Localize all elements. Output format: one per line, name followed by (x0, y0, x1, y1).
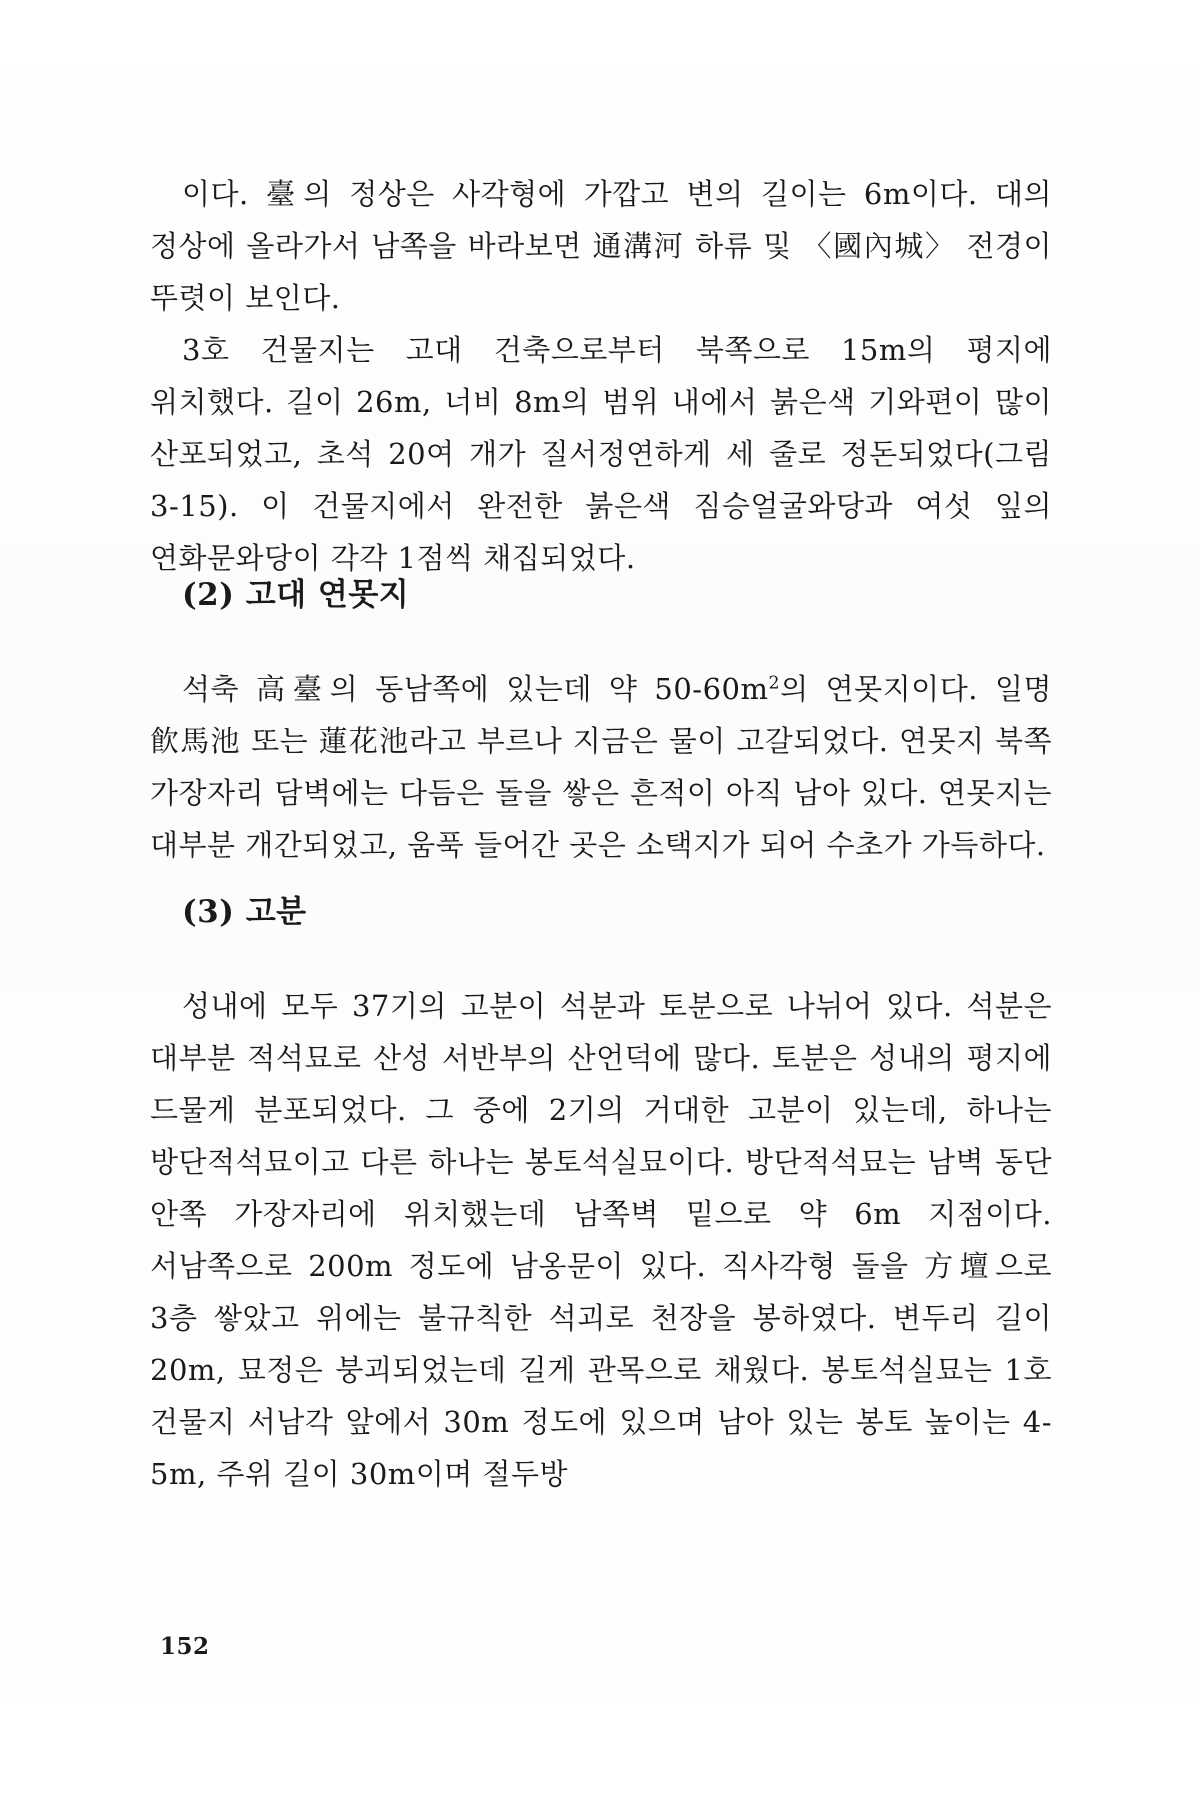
paragraph-tombs: 성내에 모두 37기의 고분이 석분과 토분으로 나뉘어 있다. 석분은 대부분 적석묘로 산성 서반부의 산언덕에 많다. 토분은 성내의 평지에 드물게 분포되었다. 그 중에 2기의 거대한 고분이 있는데, 하나는 방단적석묘이고 다른 하나는 봉토석실묘이다. 방단적석묘는 남벽 동단 안쪽 가장자리에 위치했는데 남쪽벽 밑으로 약 6m 지점이다. 서남쪽으로 200m 정도에 남옹문이 있다. 직사각형 돌을 方壇으로 3층 쌓았고 위에는 불규칙한 석괴로 천장을 봉하였다. 변두리 길이 20m, 묘정은 붕괴되었는데 길게 관목으로 채웠다. 봉토석실묘는 1호 건물지 서남각 앞에서 30m 정도에 있으며 남아 있는 봉토 높이는 4-5m, 주위 길이 30m이며 절두방 (150, 989, 1052, 1491)
heading-tombs: (3) 고분 (182, 894, 307, 930)
section-1-text (150, 168, 1052, 584)
paragraph-platform-summit: 이다. 臺의 정상은 사각형에 가깝고 변의 길이는 6m이다. 대의 정상에 올라가서 남쪽을 바라보면 通溝河 하류 및 〈國內城〉 전경이 뚜렷이 보인다. (150, 177, 1052, 315)
heading-ancient-pond: (2) 고대 연못지 (182, 577, 410, 613)
pond-text-start: 석축 高臺의 동남쪽에 있는데 약 50-60m (182, 672, 769, 706)
section-3-text (150, 980, 1052, 1500)
section-2 (150, 569, 1052, 621)
section-3 (150, 886, 1052, 938)
page-number: 152 (160, 1633, 210, 1660)
paragraph-pond (150, 663, 1052, 871)
section-2-text (150, 663, 1052, 871)
superscript-2: 2 (768, 673, 781, 694)
paragraph-building-site-3: 3호 건물지는 고대 건축으로부터 북쪽으로 15m의 평지에 위치했다. 길이 26m, 너비 8m의 범위 내에서 붉은색 기와편이 많이 산포되었고, 초석 20여 개가 질서정연하게 세 줄로 정돈되었다(그림 3-15). 이 건물지에서 완전한 붉은색 짐승얼굴와당과 여섯 잎의 연화문와당이 각각 1점씩 채집되었다. (150, 333, 1052, 575)
pond-text-end: 의 연못지이다. 일명 飮馬池 또는 蓮花池라고 부르나 지금은 물이 고갈되었다. 연못지 북쪽 가장자리 담벽에는 다듬은 돌을 쌓은 흔적이 아직 남아 있다. 연못지는 대부분 개간되었고, 움푹 들어간 곳은 소택지가 되어 수초가 가득하다. (150, 672, 1052, 862)
